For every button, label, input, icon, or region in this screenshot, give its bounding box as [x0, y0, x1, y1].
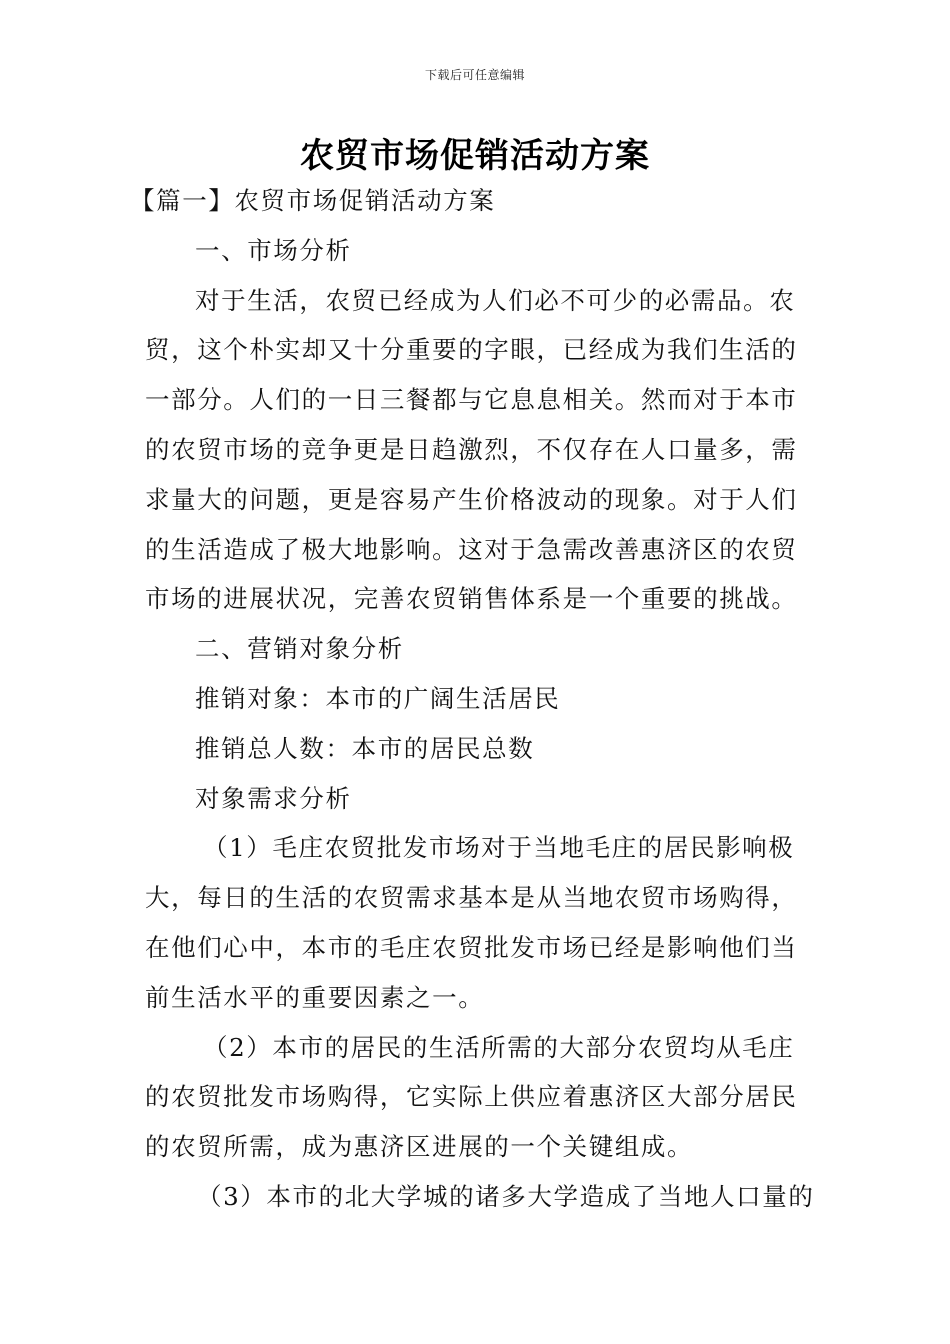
- paragraph-item-3: （3）本市的北大学城的诸多大学造成了当地人口量的: [197, 1181, 815, 1211]
- paragraph-market-analysis: 对于生活，农贸已经成为人们必不可少的必需品。农贸，这个朴实却又十分重要的字眼，已经成为我们生活的一部分。人们的一日三餐都与它息息相关。然而对于本市的农贸市场的竞争更是日趋激烈，不仅存在人口量多，需求量大的问题，更是容易产生价格波动的现象。对于人们的生活造成了极大地影响。这对于急需改善惠济区的农贸市场的进展状况，完善农贸销售体系是一个重要的挑战。: [145, 285, 798, 614]
- paragraph-target: 推销对象：本市的广阔生活居民: [195, 683, 561, 713]
- paragraph-target-count: 推销总人数：本市的居民总数: [195, 733, 535, 763]
- header-note: 下载后可任意编辑: [424, 68, 525, 82]
- heading-market-analysis: 一、市场分析: [195, 235, 352, 265]
- paragraph-item-1: （1）毛庄农贸批发市场对于当地毛庄的居民影响极大，每日的生活的农贸需求基本是从当地农贸市场购得，在他们心中，本市的毛庄农贸批发市场已经是影响他们当前生活水平的重要因素之一。: [145, 833, 798, 1012]
- document-title: 农贸市场促销活动方案: [300, 136, 650, 176]
- heading-target-analysis: 二、营销对象分析: [195, 634, 404, 664]
- heading-demand-analysis: 对象需求分析: [195, 783, 352, 813]
- section-title: 【篇一】农贸市场促销活动方案: [130, 186, 496, 215]
- document-body: [130, 176, 815, 1222]
- paragraph-item-2: （2）本市的居民的生活所需的大部分农贸均从毛庄的农贸批发市场购得，它实际上供应着惠济区大部分居民的农贸所需，成为惠济区进展的一个关键组成。: [145, 1032, 798, 1162]
